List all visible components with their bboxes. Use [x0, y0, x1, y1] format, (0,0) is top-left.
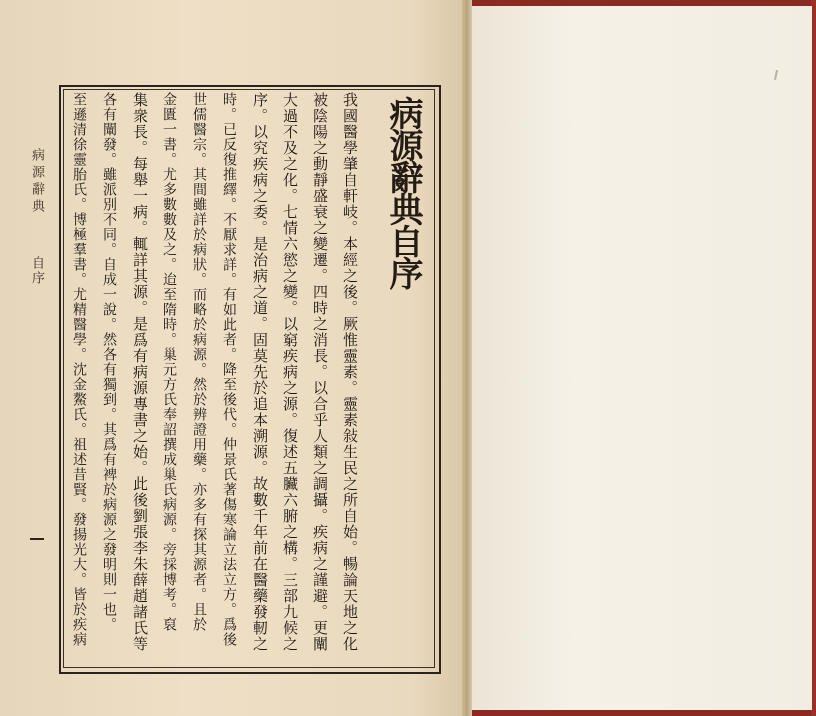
text-column-9: 各有闡發。雖派別不同。自成一說。然各有獨到。其爲有裨於病源之發明則一也。 [101, 92, 117, 632]
text-column-5: 時。已反復推繹。不厭求詳。有如此者。降至後代。仲景氏著傷寒論立法立方。爲後 [221, 92, 237, 647]
book-edge-bottom [470, 710, 816, 716]
text-column-7: 金匱一書。尤多數數及之。迨至隋時。巢元方氏奉詔撰成巢氏病源。旁採博考。裒 [161, 92, 177, 632]
right-page-blank [472, 6, 812, 710]
text-column-8: 集衆長。每舉一病。輒詳其源。是爲有病源專書之始。此後劉張李朱薛趙諸氏等 [131, 92, 149, 652]
text-column-1: 我國醫學肇自軒岐。本經之後。厥惟靈素。靈素敍生民之所自始。暢論天地之化 [341, 92, 359, 652]
text-column-4: 序。以究疾病之委。是治病之道。固莫先於追本溯源。故數千年前在醫藥發軔之 [251, 92, 269, 652]
text-frame-inner [63, 89, 435, 668]
text-column-3: 大過不及之化。七情六慾之變。以窮疾病之源。復述五臟六腑之構。三部九候之 [281, 92, 299, 652]
margin-section-label: 自序 [29, 256, 44, 286]
text-column-10: 至遜清徐靈胎氏。博極羣書。尤精醫學。沈金鰲氏。祖述昔賢。發揚光大。皆於疾病 [71, 92, 87, 647]
text-column-6: 世儒醫宗。其間雖詳於病狀。而略於病源。然於辨證用藥。亦多有探其源者。且於 [191, 92, 207, 632]
margin-book-title: 病源辭典 [29, 148, 44, 216]
text-column-2: 被陰陽之動靜盛衰之變遷。四時之消長。以合乎人類之調攝。疾病之謹避。更闡 [311, 92, 329, 652]
preface-title: 病源辭典自序 [383, 96, 423, 288]
margin-page-number [30, 538, 44, 540]
book-gutter [462, 0, 472, 716]
